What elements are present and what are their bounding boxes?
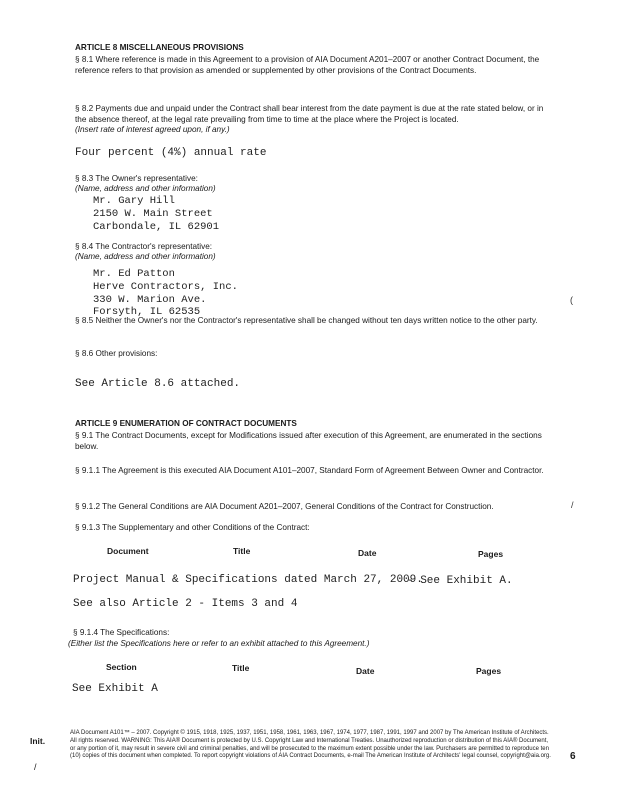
table-header-document: Document [107,546,149,556]
section-9-1-3: § 9.1.3 The Supplementary and other Conditions of the Contract: [75,523,310,532]
contractor-rep-city: Forsyth, IL 62535 [93,306,201,318]
section-8-2: § 8.2 Payments due and unpaid under the Contract shall bear interest from the date payment is due at the rate stated below, or in the absence thereof, at the legal rate prevailing from time to time at the place where the Project is located. [75,104,544,124]
section-8-3: § 8.3 The Owner's representative: [75,174,198,183]
contractor-rep-name: Mr. Ed Patton [93,268,175,280]
section-8-4: § 8.4 The Contractor's representative: [75,242,213,251]
initials-label: Init. [30,736,46,746]
section-9-1-1: § 9.1.1 The Agreement is this executed AIA Document A101–2007, Standard Form of Agreement Between Owner and Contractor. [75,466,544,475]
contractor-rep-company: Herve Contractors, Inc. [93,281,238,293]
section-9-1: § 9.1 The Contract Documents, except for Modifications issued after execution of this Agreement, are enumerated in the sections below. [75,431,542,451]
section-8-1: § 8.1 Where reference is made in this Agreement to a provision of AIA Document A201–2007 or another Contract Document, the reference refers to that provision as amended or supplemented by other provisions of the Contract Documents. [75,55,540,75]
table-header-pages-2: Pages [476,666,502,676]
owner-rep-city: Carbondale, IL 62901 [93,221,220,233]
owner-rep-name: Mr. Gary Hill [93,195,175,207]
article-8-heading: ARTICLE 8 MISCELLANEOUS PROVISIONS [75,43,244,52]
owner-rep-street: 2150 W. Main Street [93,208,213,220]
supplementary-conditions-row: Project Manual & Specifications dated March 27, 2009. [73,574,423,586]
section-8-3-note: (Name, address and other information) [75,184,216,193]
section-9-1-2: § 9.1.2 The General Conditions are AIA Document A201–2007, General Conditions of the Contract for Construction. [75,502,494,511]
article-9-heading: ARTICLE 9 ENUMERATION OF CONTRACT DOCUMENTS [75,419,297,428]
supplementary-conditions-exhibit-ref: - See Exhibit A. [407,575,513,587]
interest-rate-value: Four percent (4%) annual rate [75,147,267,159]
table-header-title: Title [233,546,251,556]
other-provisions-value: See Article 8.6 attached. [75,378,241,390]
table-header-date: Date [358,548,377,558]
section-8-2-note: (Insert rate of interest agreed upon, if any.) [75,125,230,134]
section-9-1-4-note: (Either list the Specifications here or refer to an exhibit attached to this Agreement.) [68,639,370,648]
page-number: 6 [570,751,576,762]
table-header-section: Section [106,662,137,672]
section-8-4-note: (Name, address and other information) [75,252,216,261]
section-8-5: § 8.5 Neither the Owner's nor the Contractor's representative shall be changed without ten days written notice to the other party. [75,316,538,325]
supplementary-conditions-see-also: See also Article 2 - Items 3 and 4 [73,598,298,610]
margin-mark: ( [570,295,573,305]
specifications-value: See Exhibit A [72,683,158,695]
margin-mark: / [571,500,574,510]
table-header-title-2: Title [232,663,250,673]
contractor-rep-street: 330 W. Marion Ave. [93,294,207,306]
copyright-footer: AIA Document A101™ – 2007. Copyright © 1915, 1918, 1925, 1937, 1951, 1958, 1961, 1963, 1967, 1974, 1977, 1987, 1991, 1997 and 2007 by The American Institute of Architects. All rights reserved. WARNING: This AIA® Document is protected by U.S. Copyright Law and International Treaties. Unauthorized reproduction or distribution of this AIA® Document, or any portion of it, may result in severe civil and criminal penalties, and will be prosecuted to the maximum extent possible under the law. Purchasers are permitted to reproduce ten (10) copies of this document when completed. To report copyright violations of AIA Contract Documents, e-mail The American Institute of Architects' legal counsel, copyright@aia.org. [70,730,551,760]
section-9-1-4: § 9.1.4 The Specifications: [73,628,170,637]
table-header-pages: Pages [478,549,504,559]
table-header-date-2: Date [356,666,375,676]
initials-slash: / [34,762,37,772]
section-8-6: § 8.6 Other provisions: [75,349,158,358]
